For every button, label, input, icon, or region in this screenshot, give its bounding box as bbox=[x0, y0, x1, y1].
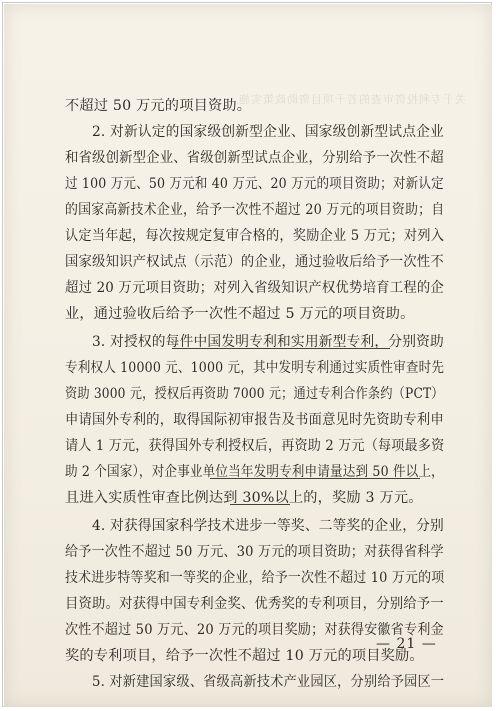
scanned-page bbox=[4, 4, 492, 707]
text-line-20: 目资助。对获得中国专利金奖、优秀奖的专利项目，分别给予一 bbox=[65, 596, 444, 612]
text-line-19: 技术进步特等奖和一等奖的企业，给予一次性不超过 10 万元的项 bbox=[65, 570, 445, 586]
text-line-1: 不超过 50 万元的项目资助。 bbox=[65, 98, 252, 114]
text-line-10: 3. 对授权的每件中国发明专利和实用新型专利，分别资助 bbox=[92, 334, 444, 350]
text-line-13: 申请国外专利的，取得国际初审报告及书面意见时先资助专利申 bbox=[65, 412, 444, 428]
text-line-4: 过 100 万元、50 万元和 40 万元、20 万元的项目资助；对新认定 bbox=[65, 176, 444, 192]
handwritten-underline bbox=[172, 348, 390, 349]
text-line-18: 给予一次性不超过 50 万元、30 万元的项目资助；对获得省科学 bbox=[65, 544, 444, 560]
text-line-8: 超过 20 万元项目资助；对列入省级知识产权优势培育工程的企 bbox=[65, 280, 444, 296]
text-line-6: 认定当年起，每次按规定复审合格的，奖励企业 5 万元；对列入 bbox=[65, 228, 445, 244]
show-through-text: 关于专利投资审查的若干项目资助政策实施 bbox=[238, 93, 466, 106]
text-line-11: 专利权人 10000 元、1000 元，其中发明专利通过实质性审查时先 bbox=[65, 360, 445, 376]
text-line-14: 请人 1 万元，获得国外专利授权后，再资助 2 万元（每项最多资 bbox=[65, 438, 445, 454]
text-line-16: 且进入实质性审查比例达到 30%以上的，奖励 3 万元。 bbox=[65, 490, 423, 506]
text-line-3: 和省级创新型企业、省级创新型试点企业，分别给予一次性不超 bbox=[65, 150, 444, 166]
text-line-23: 5. 对新建国家级、省级高新技术产业园区，分别给予园区一 bbox=[92, 674, 445, 690]
handwritten-underline bbox=[230, 504, 290, 505]
text-line-5: 的国家高新技术企业，给予一次性不超过 20 万元的项目资助；自 bbox=[65, 202, 445, 218]
text-line-21: 次性不超过 50 万元、20 万元的项目奖励；对获得安徽省专利金 bbox=[65, 622, 444, 638]
page-number: — 21 — bbox=[376, 636, 437, 652]
text-line-22: 奖的专利项目，给予一次性不超过 10 万元的项目奖励。 bbox=[65, 648, 424, 664]
text-line-12: 资助 3000 元，授权后再资助 7000 元；通过专利合作条约（PCT） bbox=[65, 386, 444, 402]
text-line-7: 国家级知识产权试点（示范）的企业，通过验收后给予一次性不 bbox=[65, 254, 444, 270]
text-line-17: 4. 对获得国家科学技术进步一等奖、二等奖的企业，分别 bbox=[92, 518, 444, 534]
text-line-9: 业，通过验收后给予一次性不超过 5 万元的项目资助。 bbox=[65, 306, 415, 322]
handwritten-underline bbox=[210, 478, 420, 479]
text-line-2: 2. 对新认定的国家级创新型企业、国家级创新型试点企业 bbox=[92, 124, 444, 140]
text-line-15: 助 2 个国家），对企事业单位当年发明专利申请量达到 50 件以上， bbox=[65, 464, 444, 480]
